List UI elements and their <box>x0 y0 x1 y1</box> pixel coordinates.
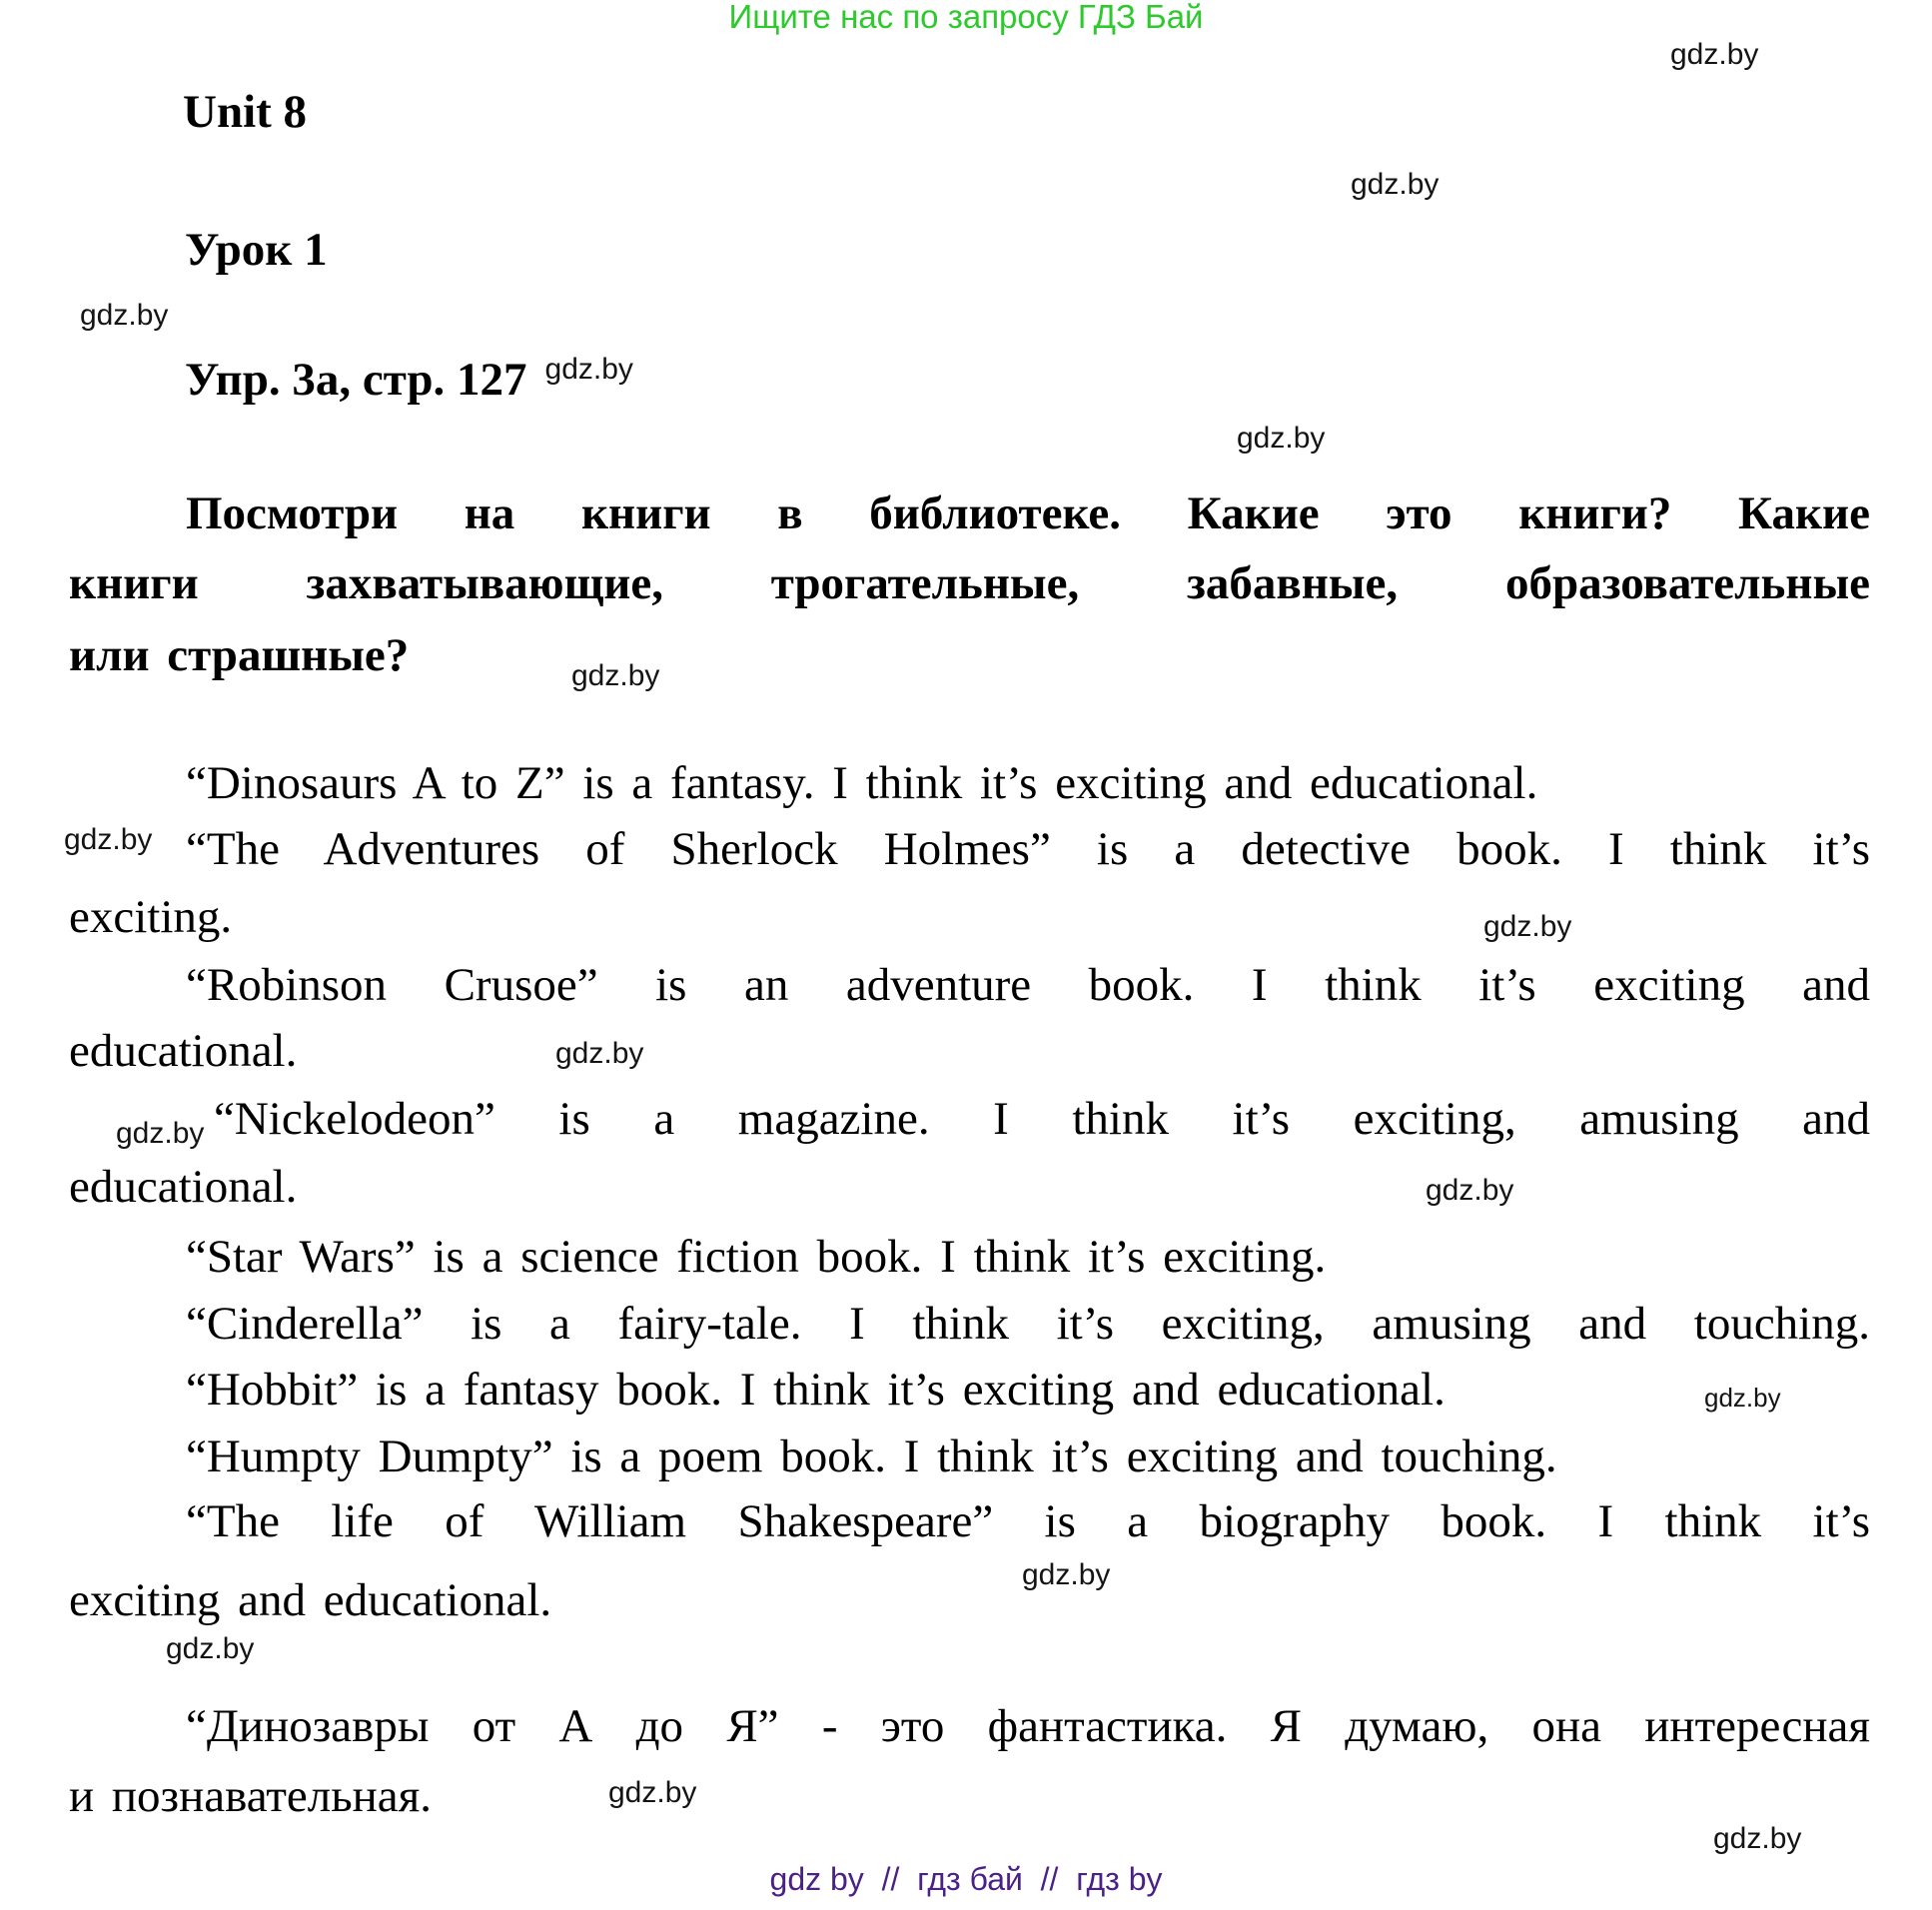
lesson-heading: Урок 1 <box>185 224 328 276</box>
promo-banner: Ищите нас по запросу ГДЗ Бай <box>728 0 1204 35</box>
answer-line: exciting and educational. <box>69 1574 552 1626</box>
gdz-watermark: gdz.by <box>1704 1383 1781 1413</box>
translation-line: и познавательная. <box>69 1770 433 1822</box>
answer-line: “Cinderella” is a fairy-tale. I think it’s exciting, amusing and touching. <box>186 1298 1870 1350</box>
gdz-watermark: gdz.by <box>1713 1822 1802 1855</box>
exercise-title: Упр. 3а, стр. 127 <box>185 354 527 406</box>
answer-line: “The life of William Shakespeare” is a biography book. I think it’s <box>186 1495 1870 1547</box>
translation-line: “Динозавры от А до Я” - это фантастика. Я думаю, она интересная <box>186 1700 1870 1752</box>
answer-line: educational. <box>69 1161 298 1213</box>
gdz-watermark: gdz.by <box>166 1632 255 1665</box>
answer-line: “Star Wars” is a science fiction book. I think it’s exciting. <box>186 1231 1327 1283</box>
task-line: Посмотри на книги в библиотеке. Какие это книги? Какие <box>186 487 1870 539</box>
exercise-heading <box>185 352 633 414</box>
answer-line: “The Adventures of Sherlock Holmes” is a detective book. I think it’s <box>186 823 1870 875</box>
gdz-watermark: gdz.by <box>608 1776 697 1809</box>
answer-line: “Hobbit” is a fantasy book. I think it’s exciting and educational. <box>186 1364 1446 1416</box>
gdz-watermark: gdz.by <box>1351 168 1440 201</box>
gdz-watermark: gdz.by <box>64 823 153 856</box>
gdz-watermark: gdz.by <box>116 1117 205 1150</box>
gdz-watermark: gdz.by <box>1237 422 1326 455</box>
gdz-watermark: gdz.by <box>571 659 660 692</box>
task-line: или страшные? <box>69 629 410 681</box>
gdz-watermark: gdz.by <box>1426 1174 1514 1207</box>
gdz-watermark: gdz.by <box>1483 910 1572 943</box>
answer-line: “Humpty Dumpty” is a poem book. I think it’s exciting and touching. <box>186 1431 1557 1482</box>
task-line: книги захватывающие, трогательные, забавные, образовательные <box>69 557 1870 609</box>
gdz-watermark: gdz.by <box>1670 38 1759 71</box>
answer-line: “Nickelodeon” is a magazine. I think it’s exciting, amusing and <box>214 1093 1870 1145</box>
answer-line: “Dinosaurs A to Z” is a fantasy. I think it’s exciting and educational. <box>186 757 1538 809</box>
answer-line: exciting. <box>69 891 233 943</box>
answer-line: “Robinson Crusoe” is an adventure book. I think it’s exciting and <box>186 959 1870 1011</box>
gdz-watermark: gdz.by <box>1022 1558 1111 1591</box>
unit-heading: Unit 8 <box>183 86 308 138</box>
gdz-watermark: gdz.by <box>555 1037 644 1070</box>
gdz-watermark: gdz.by <box>80 299 169 332</box>
gdz-watermark: gdz.by <box>544 353 633 386</box>
answer-line: educational. <box>69 1025 298 1077</box>
footer-links: gdz by // гдз бай // гдз by <box>769 1861 1163 1897</box>
